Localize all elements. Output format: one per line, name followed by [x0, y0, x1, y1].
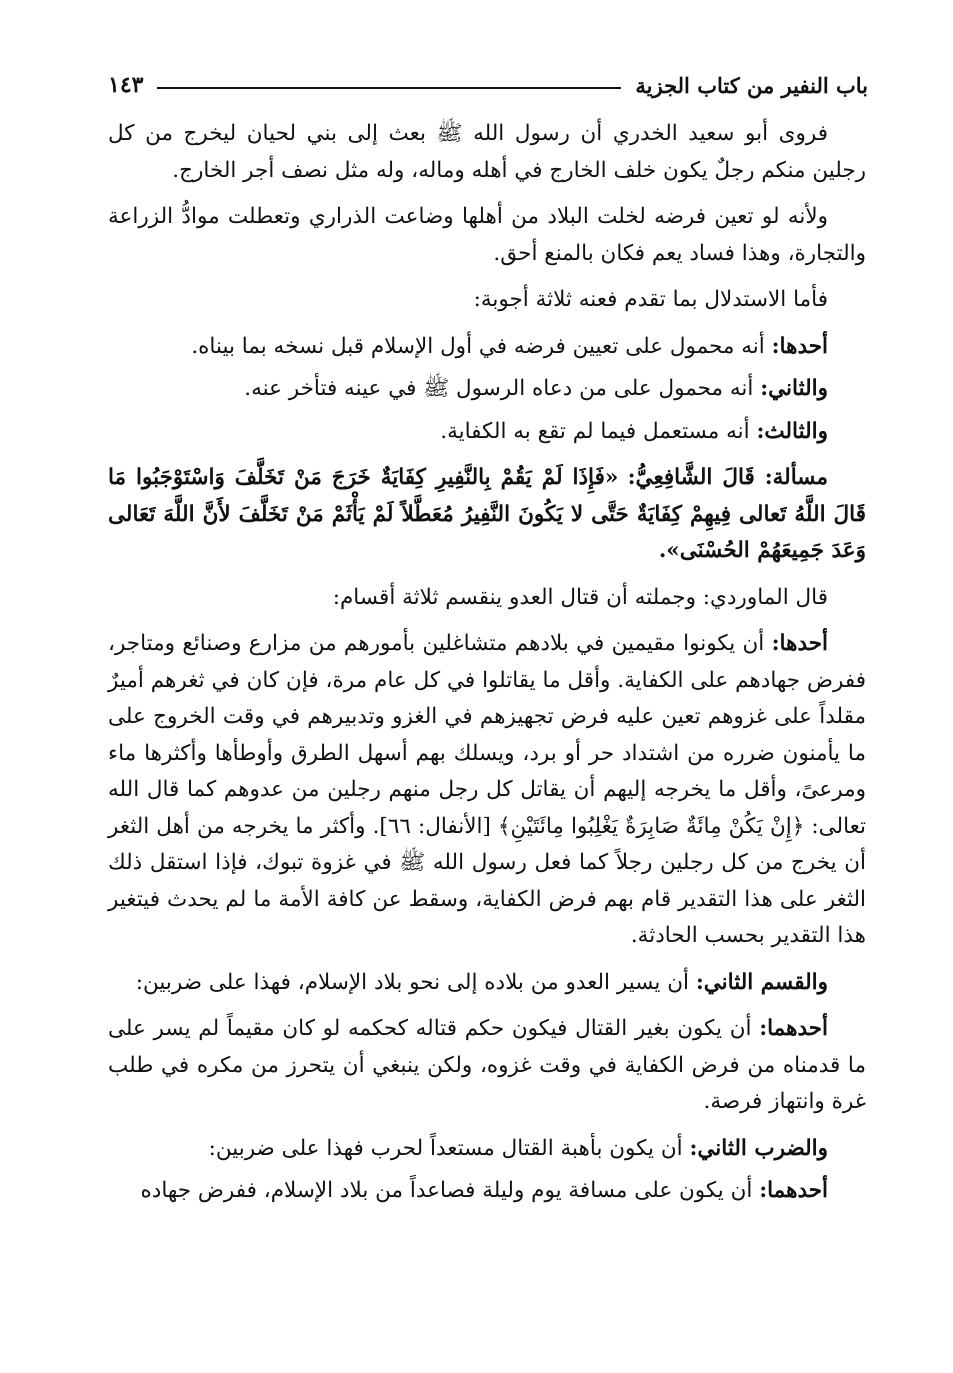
- paragraph-text: «فَإِذَا لَمْ يَقُمْ بِالنَّفِيرِ كِفَايَةٌ خَرَجَ مَنْ تَخَلَّفَ وَاسْتَوْجَبُوا مَا قَالَ اللَّهُ تَعالى فِيهِمْ كِفَايَةٌ حَتَّى لا يَكُونَ النَّفِيرُ مُعَطَّلاً لَمْ يَأْثَمْ مَنْ تَخَلَّفَ لأَنَّ اللَّهَ تَعَالى وَعَدَ جَمِيعَهُمْ الحُسْنَى».: [108, 465, 866, 563]
- paragraph: [108, 199, 866, 272]
- paragraph-text: قال الماوردي: وجملته أن قتال العدو ينقسم ثلاثة أقسام:: [332, 584, 828, 610]
- paragraph-lead: أحدها:: [771, 333, 828, 359]
- paragraph-lead: أحدهما:: [759, 1016, 828, 1041]
- paragraph-lead: والثاني:: [760, 376, 828, 401]
- paragraph: [108, 329, 866, 366]
- paragraph-text: أن يسير العدو من بلاده إلى نحو بلاد الإسلام، فهذا على ضربين:: [135, 969, 689, 995]
- paragraph-lead: والضرب الثاني:: [689, 1135, 828, 1161]
- paragraph-text: أن يكون على مسافة يوم وليلة فصاعداً من بلاد الإسلام، ففرض جهاده: [140, 1178, 753, 1203]
- paragraph-text: فروى أبو سعيد الخدري أن رسول الله ﷺ بعث إلى بني لحيان ليخرج من كل رجلين منكم رجلٌ يكون خلف الخارج في أهله وماله، وله مثل نصف أجر الخارج.: [108, 121, 866, 183]
- paragraph-lead: والثالث:: [756, 418, 828, 444]
- paragraph-text: أنه محمول على تعيين فرضه في أول الإسلام قبل نسخه بما بيناه.: [191, 333, 765, 359]
- paragraph: [108, 1131, 866, 1168]
- paragraph-text: أن يكونوا مقيمين في بلادهم متشاغلين بأمورهم من مزارع وصنائع ومتاجر، ففرض جهادهم على الكفاية. وأقل ما يقاتلوا في كل عام مرة، فإن كان في ثغرهم أميرٌ مقلداً على غزوهم تعين عليه فرض تجهيزهم في الغزو وتدبيرهم في وقت الخروج على ما يأمنون ضرره من اشتداد حر أو برد، ويسلك بهم أسهل الطرق وأوطأها وأكثرها ماء ومرعىً، وأقل ما يخرجه إليهم أن يقاتل كل رجل منهم رجلين من عدوهم كما قال الله تعالى: ﴿إِنْ يَكُنْ مِائَةٌ صَابِرَةٌ يَغْلِبُوا مِائَتَيْنِ﴾ [الأنفال: ٦٦]. وأكثر ما يخرجه من أهل الثغر أن يخرج من كل رجلين رجلاً كما فعل رسول الله ﷺ في غزوة تبوك، فإذا استقل ذلك الثغر على هذا التقدير قام بهم فرض الكفاية، وسقط عن كافة الأمة ما لم يحدث فيتغير هذا التقدير بحسب الحادثة.: [108, 631, 866, 948]
- page-header: [108, 66, 868, 104]
- paragraph-text: أنه مستعمل فيما لم تقع به الكفاية.: [440, 418, 750, 444]
- paragraph: [108, 1173, 866, 1210]
- paragraph: [108, 116, 866, 189]
- paragraph-text: أن يكون بأهبة القتال مستعداً لحرب فهذا على ضربين:: [208, 1135, 683, 1161]
- paragraph: [108, 965, 866, 1002]
- paragraph: [108, 580, 866, 617]
- paragraph-lead: مسألة: قَالَ الشَّافِعِيُّ:: [627, 465, 828, 490]
- paragraph-lead: أحدها:: [771, 631, 828, 656]
- paragraph-lead: أحدهما:: [759, 1178, 828, 1203]
- header-rule: [157, 87, 621, 89]
- page-body: [108, 116, 866, 1220]
- paragraph: [108, 282, 866, 319]
- paragraph: [108, 460, 866, 570]
- paragraph-text: أن يكون بغير القتال فيكون حكم قتاله كحكمه لو كان مقيماً لم يسر على ما قدمناه من فرض الكفاية في وقت غزوه، ولكن ينبغي أن يتحرز من مكره في طلب غرة وانتهاز فرصة.: [108, 1016, 866, 1114]
- paragraph-text: ولأنه لو تعين فرضه لخلت البلاد من أهلها وضاعت الذراري وتعطلت موادُّ الزراعة والتجارة، وهذا فساد يعم فكان بالمنع أحق.: [108, 204, 866, 266]
- paragraph-text: فأما الاستدلال بما تقدم فعنه ثلاثة أجوبة:: [473, 287, 828, 312]
- paragraph: [108, 626, 866, 955]
- page-number: ١٤٣: [108, 72, 144, 98]
- paragraph-lead: والقسم الثاني:: [695, 969, 828, 995]
- running-title: باب النفير من كتاب الجزية: [635, 72, 868, 98]
- paragraph: [108, 1011, 866, 1121]
- paragraph: [108, 371, 866, 408]
- paragraph: [108, 414, 866, 451]
- paragraph-text: أنه محمول على من دعاه الرسول ﷺ في عينه فتأخر عنه.: [244, 376, 754, 401]
